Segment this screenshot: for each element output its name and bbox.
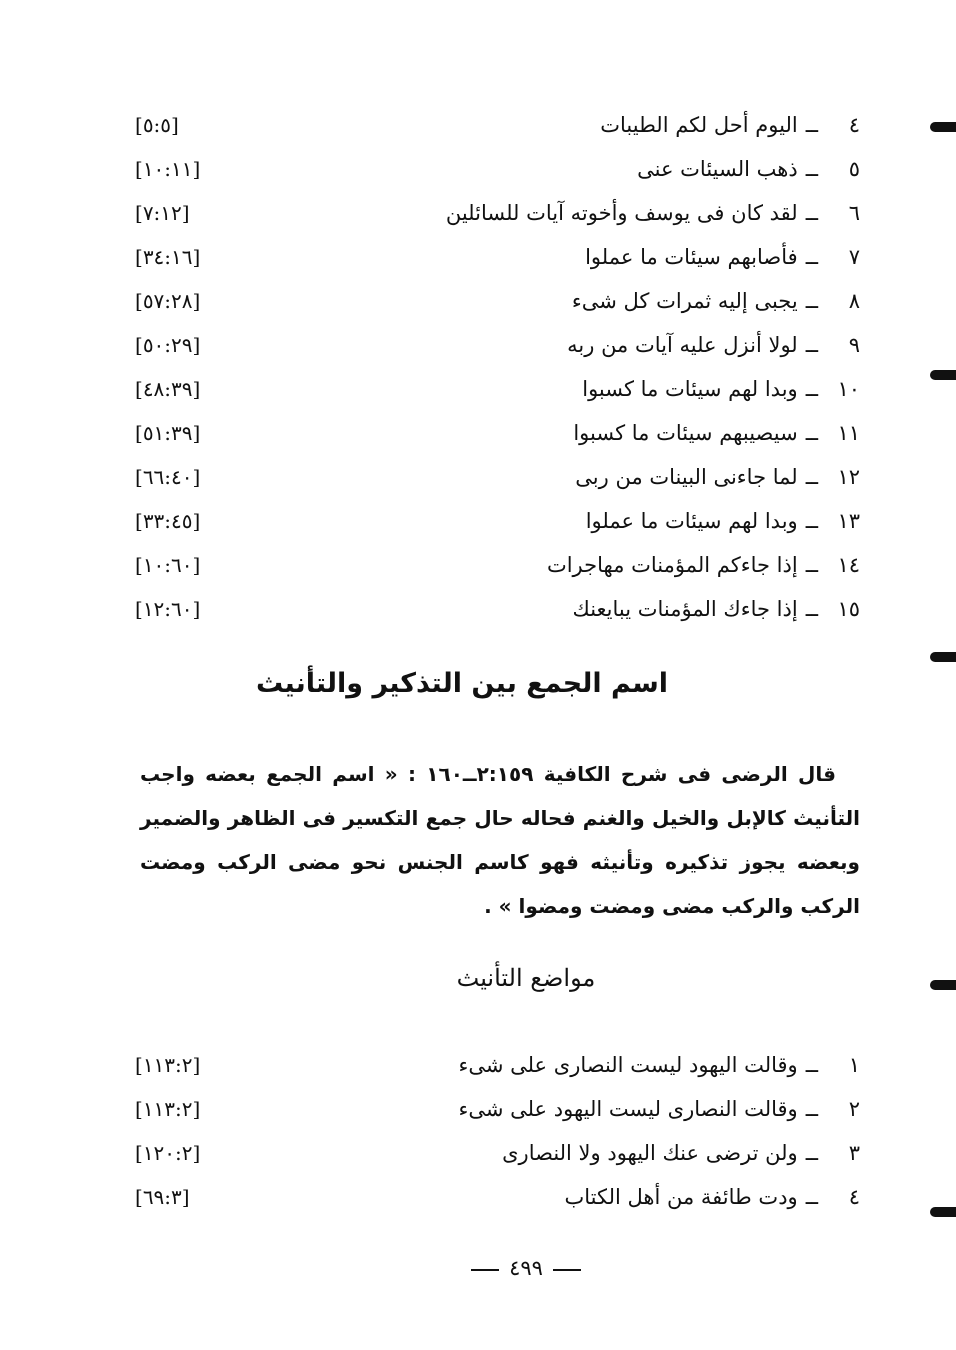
entry-dash: ــ <box>805 509 818 533</box>
footer-dash-left <box>471 1269 499 1271</box>
entry-dash: ــ <box>805 333 818 357</box>
section-heading: اسم الجمع بين التذكير والتأنيث <box>255 668 669 699</box>
verse-list-feminine <box>135 1043 860 1219</box>
entry-reference: [١١٣:٢] <box>135 1053 201 1077</box>
entry-dash: ــ <box>805 1097 818 1121</box>
entry-reference: [١٢٠:٢] <box>135 1141 201 1165</box>
entry-reference: [١١٣:٢] <box>135 1097 201 1121</box>
verse-entry <box>135 499 860 543</box>
entry-text: فأصابهم سيئات ما عملوا <box>585 245 798 269</box>
entry-reference: [٦٩:٣] <box>135 1185 190 1209</box>
entry-number: ٥ <box>848 157 860 181</box>
entry-number: ١٢ <box>837 465 860 489</box>
entry-dash: ــ <box>805 245 818 269</box>
entry-dash: ــ <box>805 1141 818 1165</box>
paragraph-text: قال الرضى فى شرح الكافية ٢:١٥٩ــ١٦٠ : « اسم الجمع بعضه واجب التأنيث كالإبل والخيل والغنم فحاله حال جمع التكسير فى الظاهر والضمير وبعضه يجوز تذكيره وتأنيثه فهو كاسم الجنس نحو مضى الركب ومضت الركب والركب مضى ومضت ومضوا » . <box>140 762 860 918</box>
verse-entry <box>135 103 860 147</box>
verse-entry <box>135 279 860 323</box>
entry-dash: ــ <box>805 377 818 401</box>
entry-text: يجبى إليه ثمرات كل شىء <box>571 289 798 313</box>
entry-dash: ــ <box>805 157 818 181</box>
entry-text: اليوم أحل لكم الطيبات <box>600 113 798 137</box>
verse-entry <box>135 147 860 191</box>
verse-entry <box>135 587 860 631</box>
entry-reference: [٥١:٣٩] <box>135 421 201 445</box>
page-number: ٤٩٩ <box>509 1256 543 1280</box>
entry-reference: [٦٦:٤٠] <box>135 465 201 489</box>
verse-entry <box>135 323 860 367</box>
binding-mark <box>930 652 956 662</box>
entry-reference: [٥٠:٢٩] <box>135 333 201 357</box>
entry-text: وبدا لهم سيئات ما كسبوا <box>582 377 798 401</box>
entry-text: ولن ترضى عنك اليهود ولا النصارى <box>502 1141 798 1165</box>
entry-number: ٩ <box>848 333 860 357</box>
entry-dash: ــ <box>805 597 818 621</box>
entry-reference: [١٠:١١] <box>135 157 201 181</box>
binding-mark <box>930 1207 956 1217</box>
entry-dash: ــ <box>805 201 818 225</box>
entry-number: ١ <box>848 1053 860 1077</box>
verse-list-masculine <box>135 103 860 631</box>
entry-reference: [٣٣:٤٥] <box>135 509 201 533</box>
binding-mark <box>930 980 956 990</box>
entry-reference: [١٢:٦٠] <box>135 597 201 621</box>
binding-mark <box>930 122 956 132</box>
entry-reference: [٣٤:١٦] <box>135 245 201 269</box>
entry-reference: [٥٧:٢٨] <box>135 289 201 313</box>
verse-entry <box>135 1175 860 1219</box>
entry-number: ١٤ <box>837 553 860 577</box>
entry-text: إذا جاءكم المؤمنات مهاجرات <box>546 553 798 577</box>
entry-text: لما جاءنى البينات من ربى <box>575 465 798 489</box>
verse-entry <box>135 235 860 279</box>
entry-reference: [٧:١٢] <box>135 201 190 225</box>
entry-number: ٨ <box>848 289 860 313</box>
verse-entry <box>135 1131 860 1175</box>
entry-number: ٤ <box>848 1185 860 1209</box>
verse-entry <box>135 1043 860 1087</box>
verse-entry <box>135 1087 860 1131</box>
entry-text: لولا أنزل عليه آيات من ربه <box>567 333 798 357</box>
entry-reference: [٤٨:٣٩] <box>135 377 201 401</box>
entry-dash: ــ <box>805 421 818 445</box>
verse-entry <box>135 411 860 455</box>
entry-dash: ــ <box>805 289 818 313</box>
entry-text: لقد كان فى يوسف وأخوته آيات للسائلين <box>445 201 798 225</box>
entry-dash: ــ <box>805 1185 818 1209</box>
entry-reference: [١٠:٦٠] <box>135 553 201 577</box>
body-paragraph <box>140 752 860 928</box>
entry-dash: ــ <box>805 553 818 577</box>
verse-entry <box>135 191 860 235</box>
entry-text: وبدا لهم سيئات ما عملوا <box>585 509 798 533</box>
binding-mark <box>930 370 956 380</box>
entry-dash: ــ <box>805 465 818 489</box>
entry-text: ودت طائفة من أهل الكتاب <box>564 1185 798 1209</box>
entry-dash: ــ <box>805 1053 818 1077</box>
entry-number: ٤ <box>848 113 860 137</box>
verse-entry <box>135 455 860 499</box>
subsection-heading: مواضع التأنيث <box>456 964 596 992</box>
entry-number: ٦ <box>848 201 860 225</box>
entry-number: ١٥ <box>837 597 860 621</box>
entry-number: ٧ <box>848 245 860 269</box>
entry-number: ١١ <box>837 421 860 445</box>
footer-dash-right <box>553 1269 581 1271</box>
entry-text: سيصيبهم سيئات ما كسبوا <box>573 421 798 445</box>
entry-text: وقالت النصارى ليست اليهود على شىء <box>458 1097 798 1121</box>
entry-text: إذا جاءك المؤمنات يبايعنك <box>572 597 798 621</box>
verse-entry <box>135 543 860 587</box>
entry-number: ٢ <box>848 1097 860 1121</box>
entry-reference: [٥:٥] <box>135 113 179 137</box>
page-footer <box>48 1256 956 1280</box>
entry-text: ذهب السيئات عنى <box>637 157 798 181</box>
entry-number: ١٣ <box>837 509 860 533</box>
entry-text: وقالت اليهود ليست النصارى على شىء <box>458 1053 798 1077</box>
entry-dash: ــ <box>805 113 818 137</box>
entry-number: ٣ <box>848 1141 860 1165</box>
verse-entry <box>135 367 860 411</box>
entry-number: ١٠ <box>837 377 860 401</box>
